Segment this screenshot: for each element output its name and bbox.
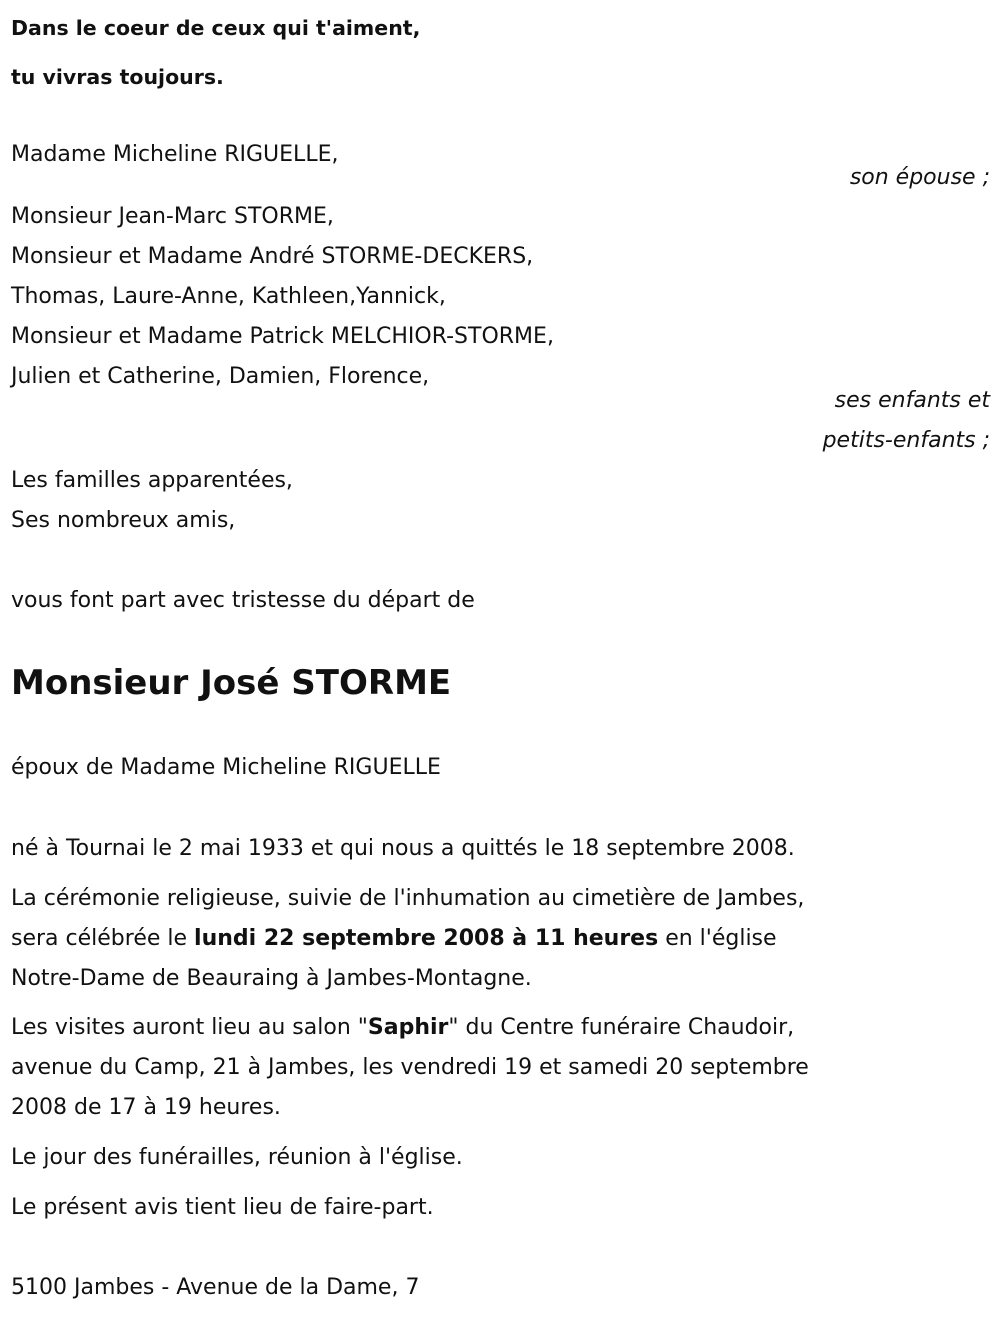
ceremony-text: en l'église (658, 926, 777, 951)
child-line: Monsieur Jean-Marc STORME, (11, 204, 334, 229)
children-role: petits-enfants ; (822, 428, 990, 453)
child-line: Thomas, Laure-Anne, Kathleen,Yannick, (11, 284, 446, 309)
visits-line-3: 2008 de 17 à 19 heures. (11, 1095, 281, 1120)
child-line: Julien et Catherine, Damien, Florence, (11, 364, 430, 389)
husband-of: époux de Madame Micheline RIGUELLE (11, 755, 441, 780)
ceremony-text: sera célébrée le (11, 926, 195, 951)
child-line: Monsieur et Madame Patrick MELCHIOR-STORME, (11, 324, 554, 349)
announce-text: vous font part avec tristesse du départ de (11, 588, 475, 613)
birth-death: né à Tournai le 2 mai 1933 et qui nous a quittés le 18 septembre 2008. (11, 836, 795, 861)
spouse-name: Madame Micheline RIGUELLE, (11, 142, 339, 167)
ceremony-date: lundi 22 septembre 2008 à 11 heures (194, 926, 659, 951)
address: 5100 Jambes - Avenue de la Dame, 7 (11, 1275, 420, 1300)
deceased-name: Monsieur José STORME (11, 663, 452, 703)
child-line: Monsieur et Madame André STORME-DECKERS, (11, 244, 534, 269)
others-line: Les familles apparentées, (11, 468, 293, 493)
children-role: ses enfants et (834, 388, 990, 413)
visits-text: " du Centre funéraire Chaudoir, (448, 1015, 795, 1040)
visits-line-2: avenue du Camp, 21 à Jambes, les vendredi 19 et samedi 20 septembre (11, 1055, 809, 1080)
funeral-day: Le jour des funérailles, réunion à l'église. (11, 1145, 463, 1170)
quote-line-2: tu vivras toujours. (11, 65, 224, 89)
quote-line-1: Dans le coeur de ceux qui t'aiment, (11, 16, 421, 40)
others-line: Ses nombreux amis, (11, 508, 236, 533)
salon-name: Saphir (367, 1015, 449, 1040)
spouse-role: son épouse ; (849, 165, 990, 190)
visits-text: Les visites auront lieu au salon " (11, 1015, 368, 1040)
ceremony-line-1: La cérémonie religieuse, suivie de l'inhumation au cimetière de Jambes, (11, 886, 805, 911)
visits-line-1 (11, 1013, 794, 1043)
ceremony-line-3: Notre-Dame de Beauraing à Jambes-Montagne. (11, 966, 532, 991)
notice: Le présent avis tient lieu de faire-part. (11, 1195, 434, 1220)
ceremony-line-2 (11, 924, 777, 954)
